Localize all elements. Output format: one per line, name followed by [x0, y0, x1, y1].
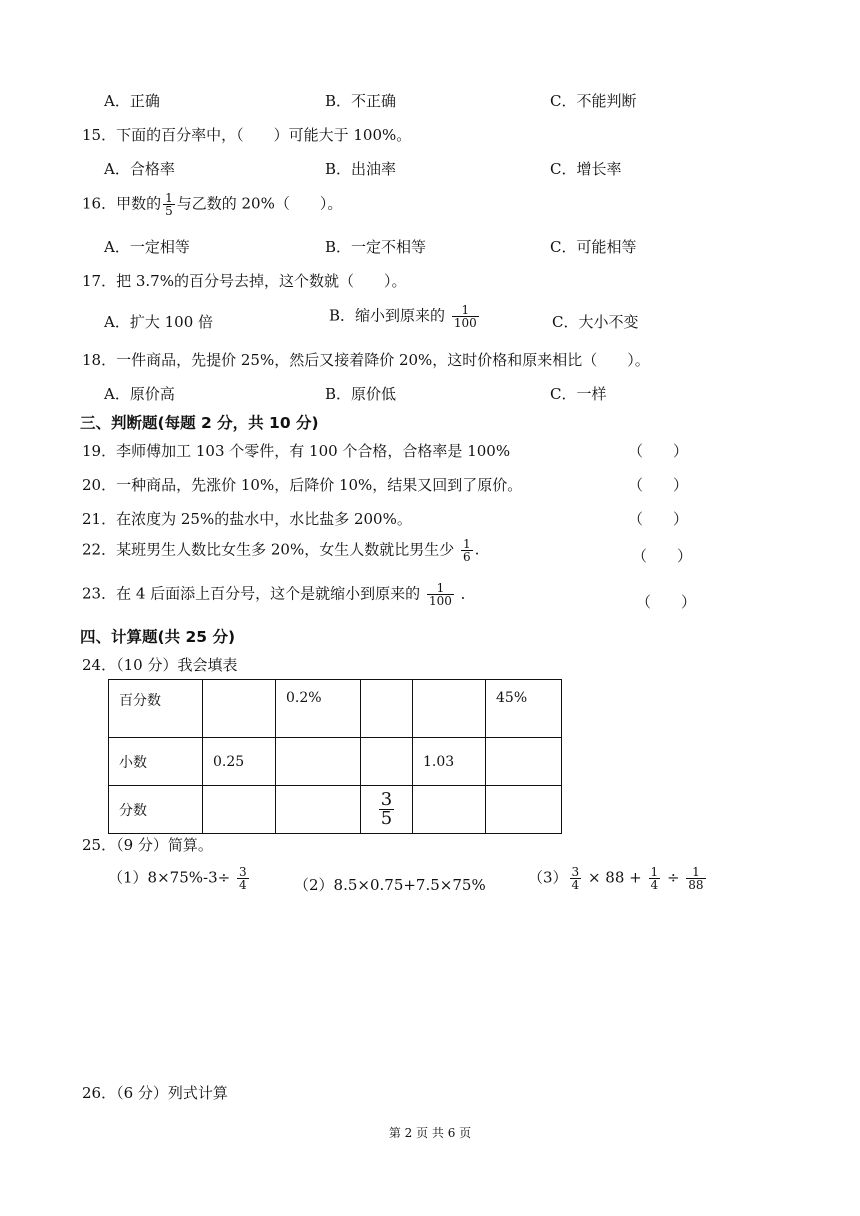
- table-row-decimal: [109, 738, 562, 786]
- q16-frac-numerator: 1: [165, 191, 173, 205]
- q22-statement: [82, 538, 479, 563]
- q18-option-b: B．原价低: [325, 385, 397, 403]
- section-3-heading: 三、判断题(每题 2 分，共 10 分): [80, 414, 319, 432]
- page-footer: 第 2 页 共 6 页: [388, 1126, 472, 1140]
- q16-text-pre: 16．甲数的: [82, 194, 162, 213]
- q23-text: 23．在 4 后面添上百分号，这个是就缩小到原来的: [82, 584, 421, 603]
- q25-3-f1-numerator: 3: [571, 865, 580, 879]
- table-fraction: [379, 791, 394, 828]
- q18-question: 18．一件商品，先提价 25%，然后又接着降价 20%，这时价格和原来相比（ ）。: [82, 351, 650, 369]
- q19-answer-paren: （ ）: [628, 442, 689, 460]
- table-cell[interactable]: [486, 738, 562, 786]
- q18-option-c: C．一样: [550, 385, 607, 403]
- q23-answer-paren: （ ）: [636, 593, 697, 611]
- table-cell[interactable]: [276, 738, 361, 786]
- q20-statement: 20．一种商品，先涨价 10%，后降价 10%，结果又回到了原价。: [82, 476, 523, 494]
- q24-title: 24．（10 分）我会填表: [82, 656, 238, 674]
- q17-frac-denominator: 100: [453, 316, 477, 330]
- q16-question: [82, 192, 342, 217]
- q25-3-fraction-3: [686, 866, 705, 891]
- q23-frac-denominator: 100: [428, 594, 452, 608]
- table-cell[interactable]: [203, 786, 276, 834]
- q19-statement: 19．李师傅加工 103 个零件，有 100 个合格，合格率是 100%: [82, 442, 511, 460]
- q17-option-b-text: B．缩小到原来的: [329, 306, 446, 325]
- q25-3-f2-denominator: 4: [650, 878, 659, 892]
- q17-question: 17．把 3.7%的百分号去掉，这个数就（ ）。: [82, 272, 407, 290]
- q15-question: 15．下面的百分率中，（ ）可能大于 100%。: [82, 126, 412, 144]
- table-cell[interactable]: [276, 786, 361, 834]
- q17-option-c: C．大小不变: [552, 313, 639, 331]
- q14-option-a: A．正确: [104, 92, 160, 110]
- q25-3-fraction-1: [570, 866, 582, 891]
- q16-option-b: B．一定不相等: [325, 238, 427, 256]
- q26-title: 26．（6 分）列式计算: [82, 1084, 228, 1102]
- table-cell: 1.03: [413, 738, 486, 786]
- q16-text-post: 与乙数的 20%（ ）。: [176, 194, 343, 213]
- table-row-percent: [109, 680, 562, 738]
- table-row-fraction: [109, 786, 562, 834]
- q17-frac-numerator: 1: [461, 303, 470, 317]
- table-cell[interactable]: [486, 786, 562, 834]
- q16-option-c: C．可能相等: [550, 238, 637, 256]
- q25-item-3: [528, 866, 708, 891]
- q17-option-b-fraction: [452, 304, 479, 329]
- table-cell[interactable]: [203, 680, 276, 738]
- q20-answer-paren: （ ）: [628, 476, 689, 494]
- q25-3-f2-numerator: 1: [650, 865, 659, 879]
- table-cell[interactable]: [413, 680, 486, 738]
- q22-text: 22．某班男生人数比女生多 20%，女生人数就比男生少: [82, 540, 455, 559]
- q25-item-1-text: （1）8×75%-3÷: [108, 868, 231, 887]
- q25-item-1: [108, 866, 251, 891]
- q23-frac-numerator: 1: [436, 581, 445, 595]
- q16-fraction: [163, 192, 175, 217]
- q25-item-3-label: （3）: [528, 868, 568, 887]
- q16-option-a: A．一定相等: [104, 238, 190, 256]
- q25-3-f3-numerator: 1: [692, 865, 700, 879]
- table-frac-denominator: 5: [380, 808, 393, 829]
- q16-frac-denominator: 5: [165, 204, 173, 218]
- q14-option-c: C．不能判断: [550, 92, 637, 110]
- table-cell: 百分数: [109, 680, 203, 738]
- q22-frac-numerator: 1: [462, 537, 471, 551]
- section-4-heading: 四、计算题(共 25 分): [80, 628, 236, 646]
- q25-3-mid-1: × 88 +: [587, 868, 642, 887]
- q18-option-a: A．原价高: [104, 385, 175, 403]
- q15-option-c: C．增长率: [550, 160, 622, 178]
- q25-1-frac-denominator: 4: [238, 878, 247, 892]
- table-cell: 小数: [109, 738, 203, 786]
- q14-option-b: B．不正确: [325, 92, 397, 110]
- table-cell: 0.25: [203, 738, 276, 786]
- table-cell: [361, 786, 413, 834]
- q21-answer-paren: （ ）: [628, 510, 689, 528]
- table-cell: 45%: [486, 680, 562, 738]
- conversion-table: [108, 679, 562, 834]
- q25-3-f3-denominator: 88: [688, 878, 704, 892]
- q15-option-b: B．出油率: [325, 160, 397, 178]
- q25-3-fraction-2: [649, 866, 661, 891]
- q17-option-a: A．扩大 100 倍: [104, 313, 213, 331]
- q25-3-mid-2: ÷: [666, 868, 680, 887]
- q25-1-frac-numerator: 3: [238, 865, 247, 879]
- q23-statement: [82, 582, 476, 607]
- table-cell: 分数: [109, 786, 203, 834]
- q25-item-2: （2）8.5×0.75+7.5×75%: [294, 876, 486, 894]
- q23-fraction: [427, 582, 454, 607]
- table-cell[interactable]: [413, 786, 486, 834]
- q17-option-b: [329, 304, 481, 329]
- q22-frac-denominator: 6: [462, 550, 471, 564]
- q22-fraction: [461, 538, 473, 563]
- q25-3-f1-denominator: 4: [571, 878, 580, 892]
- q22-answer-paren: （ ）: [632, 547, 693, 565]
- q21-statement: 21．在浓度为 25%的盐水中，水比盐多 200%。: [82, 510, 412, 528]
- q25-item-1-fraction: [237, 866, 249, 891]
- table-frac-numerator: 3: [380, 789, 393, 810]
- q23-tail: ．: [460, 584, 476, 603]
- q25-title: 25．（9 分）简算。: [82, 836, 213, 854]
- table-cell[interactable]: [361, 680, 413, 738]
- table-cell: 0.2%: [276, 680, 361, 738]
- q15-option-a: A．合格率: [104, 160, 175, 178]
- q22-tail: .: [474, 540, 480, 559]
- table-cell[interactable]: [361, 738, 413, 786]
